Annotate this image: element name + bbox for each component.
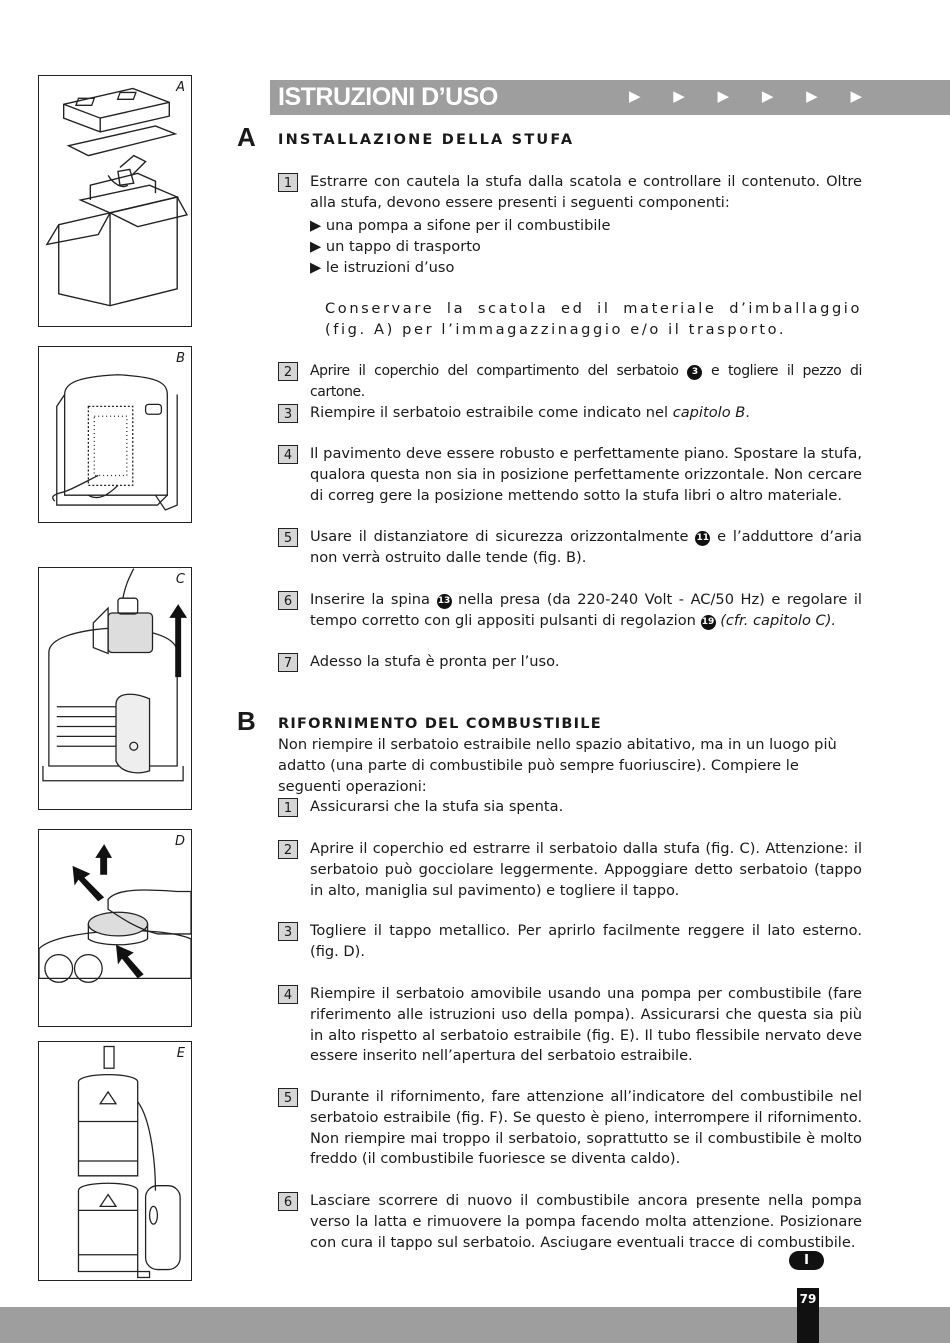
figure-e — [38, 1041, 192, 1281]
step-text: Riempire il serbatoio estraibile come indicato nel capitolo B. — [310, 404, 750, 421]
step-number: 1 — [278, 173, 298, 192]
step-number: 4 — [278, 985, 298, 1004]
step-number: 7 — [278, 653, 298, 672]
step-number: 6 — [278, 591, 298, 610]
step-number: 5 — [278, 1088, 298, 1107]
step-number: 6 — [278, 1192, 298, 1211]
section-intro: Non riempire il serbatoio estraibile nello spazio abitativo, ma in un luogo più adatto (una parte di combustibile può sempre fuoriuscire). Compiere le seguenti operazioni: — [278, 736, 837, 795]
section-letter-a: A — [237, 122, 256, 152]
arrow-decoration-icon: ▶ ▶ ▶ ▶ ▶ ▶ — [628, 87, 876, 105]
step-text: Riempire il serbatoio amovibile usando una pompa per combustibile (fare riferimento alle istruzioni uso della pompa). Assicurarsi che questa sia più in alto rispetto al serbatoio estraibile (fig. E). Il tubo flessibile nervato deve essere inserito nell’apertura del serbatoio estraibile. — [310, 985, 862, 1065]
page-number: 79 — [799, 1292, 817, 1306]
step-number: 2 — [278, 840, 298, 859]
figure-b — [38, 346, 192, 523]
step-number: 2 — [278, 362, 298, 381]
section-letter-b: B — [237, 706, 256, 736]
step-number: 3 — [278, 922, 298, 941]
step-number: 1 — [278, 798, 298, 817]
bullet-item: ▶ un tappo di trasporto — [310, 238, 481, 255]
figure-a — [38, 75, 192, 327]
heater-tank-removal-illustration — [39, 568, 191, 809]
step-number: 5 — [278, 528, 298, 547]
figure-label: B — [176, 351, 185, 366]
step-text: Assicurarsi che la stufa sia spenta. — [310, 798, 564, 815]
step-number: 3 — [278, 404, 298, 423]
step-text: Lasciare scorrere di nuovo il combustibile ancora presente nella pompa verso la latta e rimuovere la pompa facendo molta attenzione. Posizionare con cura il tappo sul serbatoio. Asciugare eventuali tracce di combustibile. — [310, 1192, 862, 1251]
storage-note: Conservare la scatola ed il materiale d’imballaggio (fig. A) per l’immagazzinaggio e/o il trasporto. — [325, 300, 862, 338]
heater-back-illustration — [39, 347, 191, 522]
step-text: Aprire il coperchio del compartimento del serbatoio 3 e togliere il pezzo di cartone. — [310, 363, 862, 400]
figure-label: A — [176, 80, 185, 95]
figure-label: C — [175, 572, 185, 587]
step-text: Durante il rifornimento, fare attenzione all’indicatore del combustibile nel serbatoio estraibile (fig. F). Se questo è pieno, interrompere il rifornimento. Non riempire mai troppo il serbatoio, soprattutto se il combustibile è molto freddo (il combustibile fuoriesce se diventa caldo). — [310, 1088, 862, 1168]
step-text: Usare il distanziatore di sicurezza orizzontalmente 11 e l’adduttore d’aria non verrà ostruito dalle tende (fig. B). — [310, 528, 862, 566]
step-text: Togliere il tappo metallico. Per aprirlo facilmente reggere il lato esterno. (fig. D). — [310, 922, 862, 960]
box-unpacking-illustration — [39, 76, 191, 326]
callout-number: 19 — [701, 615, 716, 630]
figure-c — [38, 567, 192, 810]
step-text: Adesso la stufa è pronta per l’uso. — [310, 653, 560, 670]
figure-label: D — [174, 834, 185, 849]
cap-removal-illustration — [39, 830, 191, 1026]
section-header-bar — [270, 80, 950, 115]
step-text: Estrarre con cautela la stufa dalla scatola e controllare il contenuto. Oltre alla stufa, devono essere presenti i seguenti componenti: — [310, 173, 862, 211]
bullet-item: ▶ una pompa a sifone per il combustibile — [310, 217, 611, 234]
step-number: 4 — [278, 445, 298, 464]
language-badge: I — [789, 1251, 824, 1270]
step-text: Aprire il coperchio ed estrarre il serbatoio dalla stufa (fig. C). Attenzione: il serbatoio può gocciolare leggermente. Appoggiare detto serbatoio (tappo in alto, maniglia sul pavimento) e togliere il tappo. — [310, 840, 862, 899]
callout-number: 11 — [695, 531, 710, 546]
figure-d — [38, 829, 192, 1027]
callout-number: 3 — [687, 365, 702, 380]
pump-refill-illustration — [39, 1042, 191, 1280]
page-title: ISTRUZIONI D’USO — [278, 83, 498, 111]
bullet-item: ▶ le istruzioni d’uso — [310, 259, 455, 276]
step-text: Il pavimento deve essere robusto e perfettamente piano. Spostare la stufa, qualora questa non sia in posizione perfettamente orizzontale. Non cercare di correg gere la posizione mettendo sotto la stufa libri o altro materiale. — [310, 445, 862, 504]
step-text: Inserire la spina 13 nella presa (da 220-240 Volt - AC/50 Hz) e regolare il tempo corretto con gli appositi pulsanti di regolazion 19 (cfr. capitolo C). — [310, 591, 862, 629]
callout-number: 13 — [437, 594, 452, 609]
figure-label: E — [176, 1046, 185, 1061]
section-title-b: RIFORNIMENTO DEL COMBUSTIBILE — [278, 716, 602, 732]
section-title-a: INSTALLAZIONE DELLA STUFA — [278, 132, 575, 148]
